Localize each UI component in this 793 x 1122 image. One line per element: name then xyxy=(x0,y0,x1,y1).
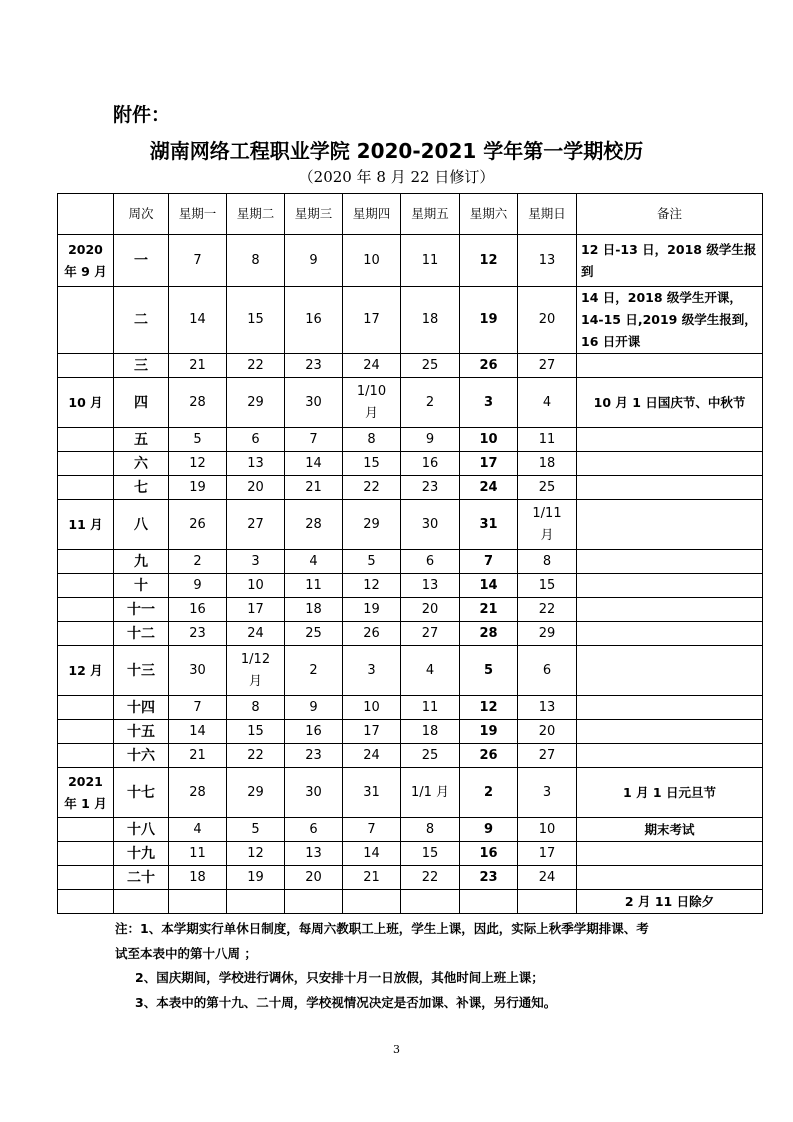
day-cell-sun: 18 xyxy=(518,452,577,476)
day-cell-tue: 12 xyxy=(227,842,285,866)
table-row xyxy=(58,818,763,842)
header-wednesday: 星期三 xyxy=(285,194,343,235)
week-number-cell: 七 xyxy=(114,476,169,500)
month-cell xyxy=(58,598,114,622)
month-cell xyxy=(58,818,114,842)
week-number-cell: 十二 xyxy=(114,622,169,646)
day-cell-wed: 16 xyxy=(285,720,343,744)
note-cell xyxy=(577,354,763,378)
day-cell-sun: 13 xyxy=(518,696,577,720)
day-cell-thu: 29 xyxy=(343,500,401,550)
month-cell: 2020 年 9 月 xyxy=(58,235,114,287)
week-number-cell: 十四 xyxy=(114,696,169,720)
table-row xyxy=(58,550,763,574)
day-cell-mon: 9 xyxy=(169,574,227,598)
day-cell-mon: 4 xyxy=(169,818,227,842)
day-cell-wed: 6 xyxy=(285,818,343,842)
table-row xyxy=(58,378,763,428)
day-cell-thu: 24 xyxy=(343,744,401,768)
day-cell-sat: 14 xyxy=(460,574,518,598)
note-cell xyxy=(577,574,763,598)
day-cell-thu: 19 xyxy=(343,598,401,622)
day-cell-wed: 20 xyxy=(285,866,343,890)
table-row xyxy=(58,842,763,866)
note-cell: 2 月 11 日除夕 xyxy=(577,890,763,914)
day-cell-sat: 7 xyxy=(460,550,518,574)
day-cell-sat: 5 xyxy=(460,646,518,696)
day-cell-sat: 24 xyxy=(460,476,518,500)
day-cell-sun: 20 xyxy=(518,287,577,354)
day-cell-sat: 16 xyxy=(460,842,518,866)
day-cell-wed: 11 xyxy=(285,574,343,598)
day-cell-fri: 9 xyxy=(401,428,460,452)
note-cell: 12 日-13 日，2018 级学生报到 xyxy=(577,235,763,287)
week-number-cell: 六 xyxy=(114,452,169,476)
day-cell-tue: 24 xyxy=(227,622,285,646)
day-cell-mon: 30 xyxy=(169,646,227,696)
table-row xyxy=(58,598,763,622)
note-cell xyxy=(577,550,763,574)
day-cell-wed: 16 xyxy=(285,287,343,354)
day-cell-sat: 2 xyxy=(460,768,518,818)
day-cell-tue xyxy=(227,890,285,914)
day-cell-fri: 23 xyxy=(401,476,460,500)
day-cell-sat: 9 xyxy=(460,818,518,842)
table-row xyxy=(58,235,763,287)
day-cell-mon: 28 xyxy=(169,378,227,428)
day-cell-fri: 4 xyxy=(401,646,460,696)
day-cell-mon: 18 xyxy=(169,866,227,890)
table-row xyxy=(58,866,763,890)
day-cell-sat: 26 xyxy=(460,354,518,378)
day-cell-thu: 17 xyxy=(343,720,401,744)
week-number-cell: 二十 xyxy=(114,866,169,890)
day-cell-tue: 13 xyxy=(227,452,285,476)
day-cell-sat: 12 xyxy=(460,696,518,720)
month-cell xyxy=(58,287,114,354)
day-cell-wed: 9 xyxy=(285,235,343,287)
day-cell-tue: 8 xyxy=(227,696,285,720)
header-sunday: 星期日 xyxy=(518,194,577,235)
note-cell xyxy=(577,842,763,866)
day-cell-fri: 27 xyxy=(401,622,460,646)
day-cell-mon: 19 xyxy=(169,476,227,500)
day-cell-fri: 1/1 月 xyxy=(401,768,460,818)
day-cell-tue: 1/12 月 xyxy=(227,646,285,696)
day-cell-tue: 15 xyxy=(227,287,285,354)
note-cell: 1 月 1 日元旦节 xyxy=(577,768,763,818)
page-number: 3 xyxy=(393,1043,400,1056)
day-cell-fri: 30 xyxy=(401,500,460,550)
month-cell xyxy=(58,720,114,744)
day-cell-thu: 17 xyxy=(343,287,401,354)
month-cell xyxy=(58,622,114,646)
day-cell-sun: 6 xyxy=(518,646,577,696)
day-cell-thu: 22 xyxy=(343,476,401,500)
week-number-cell: 十五 xyxy=(114,720,169,744)
day-cell-sat: 17 xyxy=(460,452,518,476)
month-cell: 2021 年 1 月 xyxy=(58,768,114,818)
day-cell-wed: 30 xyxy=(285,378,343,428)
month-cell: 10 月 xyxy=(58,378,114,428)
day-cell-sat: 21 xyxy=(460,598,518,622)
day-cell-sat: 26 xyxy=(460,744,518,768)
day-cell-thu: 5 xyxy=(343,550,401,574)
day-cell-fri: 20 xyxy=(401,598,460,622)
note-cell xyxy=(577,744,763,768)
month-cell xyxy=(58,428,114,452)
week-number-cell: 三 xyxy=(114,354,169,378)
day-cell-wed: 25 xyxy=(285,622,343,646)
day-cell-tue: 6 xyxy=(227,428,285,452)
day-cell-wed xyxy=(285,890,343,914)
day-cell-sun: 8 xyxy=(518,550,577,574)
day-cell-mon: 12 xyxy=(169,452,227,476)
day-cell-thu: 10 xyxy=(343,696,401,720)
table-row xyxy=(58,646,763,696)
month-cell xyxy=(58,574,114,598)
month-cell xyxy=(58,550,114,574)
day-cell-sat: 28 xyxy=(460,622,518,646)
header-friday: 星期五 xyxy=(401,194,460,235)
day-cell-wed: 7 xyxy=(285,428,343,452)
day-cell-wed: 23 xyxy=(285,354,343,378)
footnote-2: 2、国庆期间，学校进行调休，只安排十月一日放假，其他时间上班上课； xyxy=(135,970,544,985)
note-cell xyxy=(577,696,763,720)
day-cell-sat: 10 xyxy=(460,428,518,452)
table-row xyxy=(58,720,763,744)
day-cell-fri: 18 xyxy=(401,287,460,354)
day-cell-tue: 10 xyxy=(227,574,285,598)
day-cell-tue: 22 xyxy=(227,354,285,378)
header-thursday: 星期四 xyxy=(343,194,401,235)
week-number-cell: 二 xyxy=(114,287,169,354)
note-cell xyxy=(577,428,763,452)
day-cell-sun: 27 xyxy=(518,354,577,378)
table-row xyxy=(58,574,763,598)
note-cell: 14 日，2018 级学生开课，14-15 日,2019 级学生报到，16 日开课 xyxy=(577,287,763,354)
month-cell xyxy=(58,696,114,720)
day-cell-sat: 3 xyxy=(460,378,518,428)
day-cell-sat: 19 xyxy=(460,720,518,744)
day-cell-fri: 8 xyxy=(401,818,460,842)
day-cell-mon xyxy=(169,890,227,914)
day-cell-mon: 23 xyxy=(169,622,227,646)
month-cell: 12 月 xyxy=(58,646,114,696)
day-cell-sat: 12 xyxy=(460,235,518,287)
day-cell-fri: 16 xyxy=(401,452,460,476)
day-cell-mon: 7 xyxy=(169,696,227,720)
day-cell-thu: 3 xyxy=(343,646,401,696)
day-cell-tue: 20 xyxy=(227,476,285,500)
day-cell-sun: 1/11 月 xyxy=(518,500,577,550)
day-cell-sun: 24 xyxy=(518,866,577,890)
day-cell-sat: 31 xyxy=(460,500,518,550)
note-cell xyxy=(577,866,763,890)
week-number-cell: 五 xyxy=(114,428,169,452)
day-cell-sun: 15 xyxy=(518,574,577,598)
day-cell-thu: 14 xyxy=(343,842,401,866)
note-cell xyxy=(577,476,763,500)
note-cell xyxy=(577,720,763,744)
header-month xyxy=(58,194,114,235)
note-cell: 10 月 1 日国庆节、中秋节 xyxy=(577,378,763,428)
day-cell-mon: 16 xyxy=(169,598,227,622)
day-cell-mon: 5 xyxy=(169,428,227,452)
week-number-cell: 十一 xyxy=(114,598,169,622)
week-number-cell: 十七 xyxy=(114,768,169,818)
header-monday: 星期一 xyxy=(169,194,227,235)
day-cell-tue: 3 xyxy=(227,550,285,574)
table-header-row xyxy=(58,194,763,235)
footnote-3: 3、本表中的第十九、二十周，学校视情况决定是否加课、补课，另行通知。 xyxy=(135,994,557,1010)
footnotes xyxy=(115,917,715,1015)
day-cell-mon: 7 xyxy=(169,235,227,287)
day-cell-fri: 11 xyxy=(401,696,460,720)
week-number-cell: 十三 xyxy=(114,646,169,696)
day-cell-thu: 12 xyxy=(343,574,401,598)
attachment-label: 附件： xyxy=(113,104,171,126)
day-cell-tue: 17 xyxy=(227,598,285,622)
month-cell xyxy=(58,890,114,914)
revision-date: （2020 年 8 月 22 日修订） xyxy=(298,168,495,186)
day-cell-tue: 22 xyxy=(227,744,285,768)
footnote-1-cont: 试至本表中的第十八周 ； xyxy=(115,945,257,961)
day-cell-mon: 21 xyxy=(169,744,227,768)
day-cell-sun: 22 xyxy=(518,598,577,622)
table-row xyxy=(58,744,763,768)
day-cell-tue: 27 xyxy=(227,500,285,550)
table-row xyxy=(58,890,763,914)
header-tuesday: 星期二 xyxy=(227,194,285,235)
day-cell-thu: 7 xyxy=(343,818,401,842)
note-cell xyxy=(577,452,763,476)
footnote-1: 注：1、本学期实行单休日制度，每周六教职工上班，学生上课，因此，实际上秋季学期排课、考 xyxy=(115,921,649,936)
day-cell-thu: 1/10 月 xyxy=(343,378,401,428)
note-cell xyxy=(577,646,763,696)
day-cell-tue: 19 xyxy=(227,866,285,890)
day-cell-wed: 18 xyxy=(285,598,343,622)
month-cell xyxy=(58,476,114,500)
day-cell-wed: 13 xyxy=(285,842,343,866)
day-cell-tue: 15 xyxy=(227,720,285,744)
week-number-cell: 一 xyxy=(114,235,169,287)
week-number-cell: 十六 xyxy=(114,744,169,768)
day-cell-wed: 28 xyxy=(285,500,343,550)
day-cell-sun xyxy=(518,890,577,914)
day-cell-thu xyxy=(343,890,401,914)
day-cell-wed: 9 xyxy=(285,696,343,720)
day-cell-wed: 21 xyxy=(285,476,343,500)
week-number-cell: 十九 xyxy=(114,842,169,866)
day-cell-thu: 10 xyxy=(343,235,401,287)
day-cell-sun: 25 xyxy=(518,476,577,500)
day-cell-sat: 23 xyxy=(460,866,518,890)
table-row xyxy=(58,287,763,354)
week-number-cell: 四 xyxy=(114,378,169,428)
week-number-cell xyxy=(114,890,169,914)
day-cell-tue: 29 xyxy=(227,378,285,428)
day-cell-sun: 11 xyxy=(518,428,577,452)
header-week: 周次 xyxy=(114,194,169,235)
day-cell-mon: 14 xyxy=(169,287,227,354)
day-cell-thu: 31 xyxy=(343,768,401,818)
table-row xyxy=(58,428,763,452)
day-cell-tue: 5 xyxy=(227,818,285,842)
table-row xyxy=(58,500,763,550)
header-saturday: 星期六 xyxy=(460,194,518,235)
note-cell xyxy=(577,622,763,646)
month-cell xyxy=(58,866,114,890)
day-cell-mon: 2 xyxy=(169,550,227,574)
month-cell xyxy=(58,744,114,768)
page-title: 湖南网络工程职业学院 2020-2021 学年第一学期校历 xyxy=(149,139,644,163)
day-cell-mon: 26 xyxy=(169,500,227,550)
day-cell-sun: 4 xyxy=(518,378,577,428)
day-cell-sun: 29 xyxy=(518,622,577,646)
day-cell-wed: 14 xyxy=(285,452,343,476)
week-number-cell: 九 xyxy=(114,550,169,574)
day-cell-fri: 22 xyxy=(401,866,460,890)
month-cell xyxy=(58,354,114,378)
table-row xyxy=(58,452,763,476)
day-cell-wed: 4 xyxy=(285,550,343,574)
week-number-cell: 十八 xyxy=(114,818,169,842)
day-cell-sun: 27 xyxy=(518,744,577,768)
day-cell-thu: 24 xyxy=(343,354,401,378)
day-cell-sat xyxy=(460,890,518,914)
day-cell-thu: 21 xyxy=(343,866,401,890)
day-cell-thu: 15 xyxy=(343,452,401,476)
day-cell-sun: 13 xyxy=(518,235,577,287)
day-cell-sat: 19 xyxy=(460,287,518,354)
note-cell xyxy=(577,500,763,550)
month-cell xyxy=(58,452,114,476)
day-cell-thu: 8 xyxy=(343,428,401,452)
table-row xyxy=(58,696,763,720)
day-cell-tue: 8 xyxy=(227,235,285,287)
day-cell-fri: 2 xyxy=(401,378,460,428)
day-cell-mon: 14 xyxy=(169,720,227,744)
table-row xyxy=(58,622,763,646)
week-number-cell: 八 xyxy=(114,500,169,550)
day-cell-sun: 10 xyxy=(518,818,577,842)
day-cell-fri: 18 xyxy=(401,720,460,744)
day-cell-sun: 17 xyxy=(518,842,577,866)
day-cell-fri: 15 xyxy=(401,842,460,866)
day-cell-fri xyxy=(401,890,460,914)
day-cell-fri: 25 xyxy=(401,744,460,768)
day-cell-wed: 2 xyxy=(285,646,343,696)
day-cell-sun: 3 xyxy=(518,768,577,818)
month-cell: 11 月 xyxy=(58,500,114,550)
day-cell-fri: 11 xyxy=(401,235,460,287)
note-cell xyxy=(577,598,763,622)
day-cell-wed: 23 xyxy=(285,744,343,768)
week-number-cell: 十 xyxy=(114,574,169,598)
day-cell-mon: 11 xyxy=(169,842,227,866)
table-row xyxy=(58,476,763,500)
calendar-table xyxy=(57,193,763,914)
day-cell-mon: 28 xyxy=(169,768,227,818)
day-cell-fri: 13 xyxy=(401,574,460,598)
day-cell-wed: 30 xyxy=(285,768,343,818)
month-cell xyxy=(58,842,114,866)
day-cell-fri: 25 xyxy=(401,354,460,378)
day-cell-mon: 21 xyxy=(169,354,227,378)
day-cell-tue: 29 xyxy=(227,768,285,818)
day-cell-thu: 26 xyxy=(343,622,401,646)
day-cell-fri: 6 xyxy=(401,550,460,574)
table-row xyxy=(58,768,763,818)
day-cell-sun: 20 xyxy=(518,720,577,744)
table-row xyxy=(58,354,763,378)
header-notes: 备注 xyxy=(577,194,763,235)
note-cell: 期末考试 xyxy=(577,818,763,842)
